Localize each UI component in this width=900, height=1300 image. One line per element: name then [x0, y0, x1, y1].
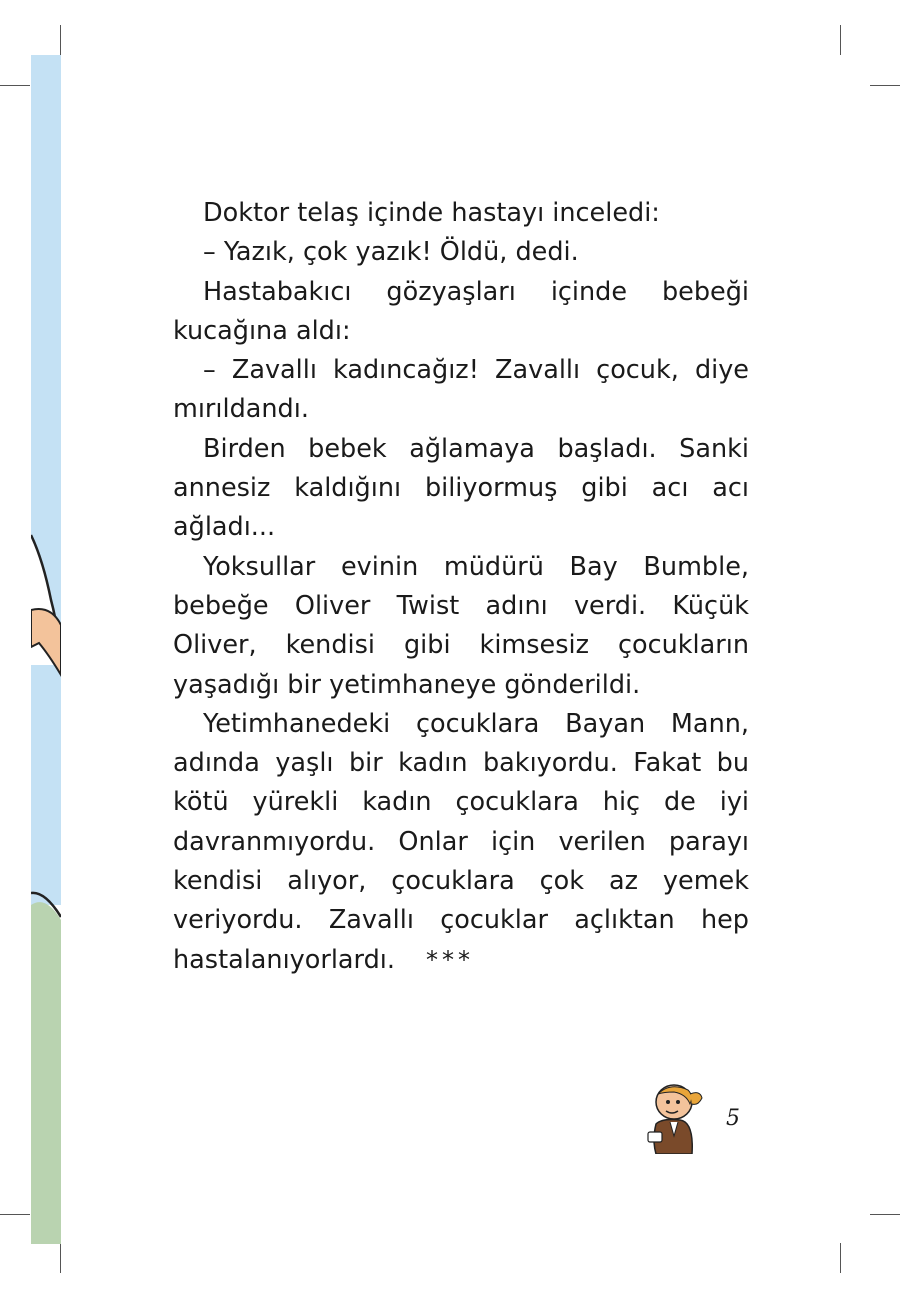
- crop-mark: [840, 25, 841, 55]
- story-text: [173, 194, 749, 980]
- crop-mark: [60, 25, 61, 55]
- paragraph: – Zavallı kadıncağız! Zavallı çocuk, diye mırıldandı.: [173, 355, 749, 425]
- paragraph: – Yazık, çok yazık! Öldü, dedi.: [203, 237, 579, 268]
- crop-mark: [0, 1214, 30, 1215]
- crop-mark: [870, 1214, 900, 1215]
- paragraph: Doktor telaş içinde hastayı inceledi:: [203, 198, 660, 228]
- crop-mark: [840, 1243, 841, 1273]
- paragraph: Hastabakıcı gözyaşları içinde bebeği kucağına aldı:: [173, 276, 749, 346]
- section-separator: ***: [426, 946, 474, 974]
- boy-mascot-icon: [640, 1080, 712, 1154]
- paragraph: Yetimhanedeki çocuklara Bayan Mann, adında yaşlı bir kadın bakıyordu. Fakat bu kötü yürekli kadın çocuklara hiç de iyi davranmıyordu. Onlar için verilen parayı kendisi alıyor, çocuklara çok az yemek veriyordu. Zavallı çocuklar açlıktan hep hastalanıyorlardı.: [173, 708, 749, 975]
- crop-mark: [0, 85, 30, 86]
- illustration-strip-art: [31, 55, 61, 1244]
- page-number: 5: [726, 1106, 740, 1131]
- illustration-strip: [31, 55, 61, 1244]
- paragraph: Birden bebek ağlamaya başladı. Sanki annesiz kaldığını biliyormuş gibi acı acı ağladı...: [173, 433, 749, 543]
- crop-mark: [870, 85, 900, 86]
- paragraph: Yoksullar evinin müdürü Bay Bumble, bebeğe Oliver Twist adını verdi. Küçük Oliver, kendisi gibi kimsesiz çocukların yaşadığı bir yetimhaneye gönderildi.: [173, 551, 749, 700]
- crop-mark: [60, 1243, 61, 1273]
